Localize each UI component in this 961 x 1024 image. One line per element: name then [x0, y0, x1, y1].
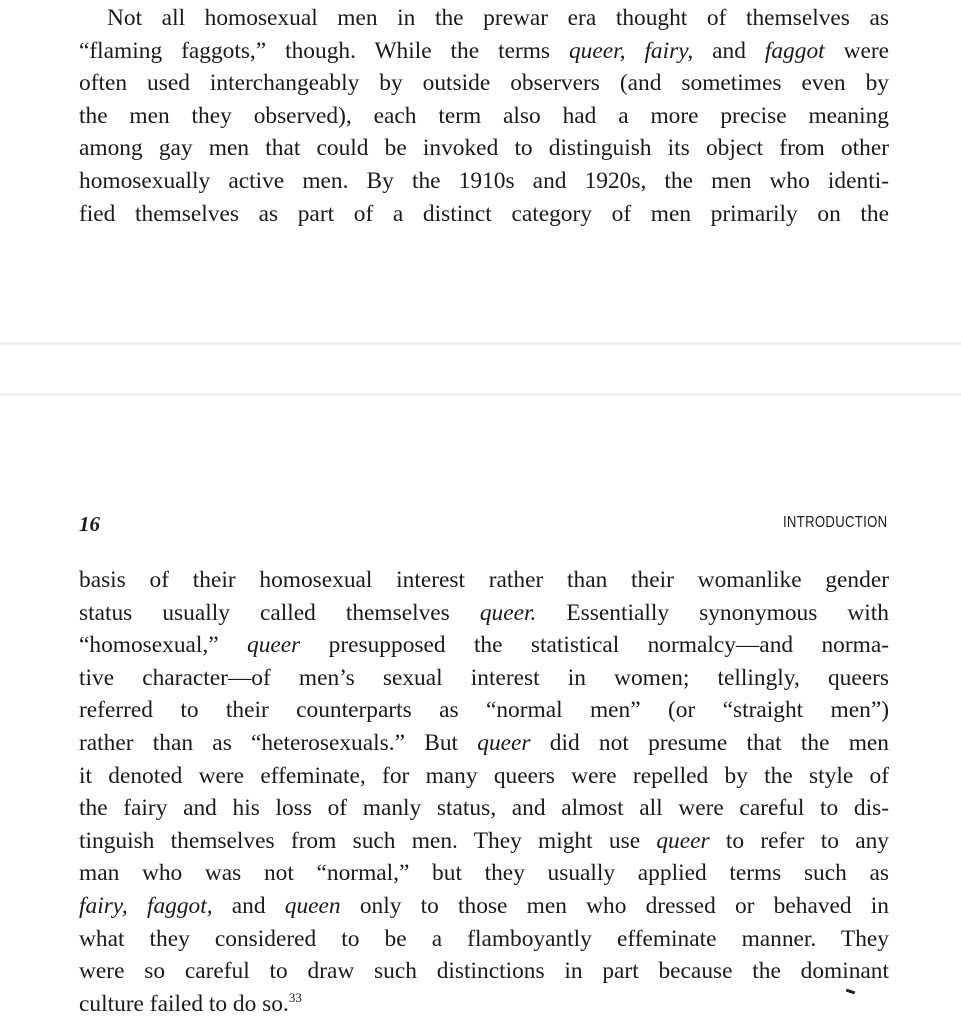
- text-line: status usually called themselves queer. Essentially synonymous with: [79, 599, 889, 626]
- text-line: the men they observed), each term also had a more precise meaning: [79, 102, 889, 129]
- text-line: referred to their counterparts as “normal men” (or “straight men”): [79, 697, 889, 724]
- text-line: “flaming faggots,” though. While the terms queer, fairy, and faggot were: [79, 37, 889, 64]
- text-line: among gay men that could be invoked to distinguish its object from other: [79, 135, 889, 162]
- top-page: [0, 0, 961, 342]
- text-line: fied themselves as part of a distinct category of men primarily on the: [79, 200, 889, 227]
- text-line: Not all homosexual men in the prewar era thought of themselves as: [107, 5, 889, 31]
- text-line: man who was not “normal,” but they usually applied terms such as: [79, 860, 889, 887]
- text-line: “homosexual,” queer presupposed the statistical normalcy—and norma-: [79, 632, 889, 659]
- page-number: 16: [79, 512, 100, 536]
- text-line: the fairy and his loss of manly status, and almost all were careful to dis-: [79, 795, 889, 822]
- text-line: what they considered to be a flamboyantly effeminate manner. They: [79, 925, 889, 952]
- section-title: INTRODUCTION: [782, 514, 887, 531]
- text-line: homosexually active men. By the 1910s and 1920s, the men who identi-: [79, 167, 889, 194]
- text-line: rather than as “heterosexuals.” But queer did not presume that the men: [79, 729, 889, 756]
- page-separator: [0, 342, 961, 396]
- text-line: fairy, faggot, and queen only to those men who dressed or behaved in: [79, 892, 889, 919]
- bottom-paragraph: [79, 564, 889, 1020]
- text-line: basis of their homosexual interest rather than their womanlike gender: [79, 567, 889, 593]
- text-line: culture failed to do so.$^{33}$: [79, 989, 302, 1017]
- text-line: it denoted were effeminate, for many queers were repelled by the style of: [79, 762, 889, 789]
- running-head: [79, 512, 889, 536]
- text-line: were so careful to draw such distinctions in part because the dominant: [79, 958, 889, 985]
- top-paragraph: [79, 2, 889, 230]
- text-line: often used interchangeably by outside observers (and sometimes even by: [79, 70, 889, 97]
- text-line: tive character—of men’s sexual interest in women; tellingly, queers: [79, 664, 889, 691]
- text-line: tinguish themselves from such men. They might use queer to refer to any: [79, 827, 889, 854]
